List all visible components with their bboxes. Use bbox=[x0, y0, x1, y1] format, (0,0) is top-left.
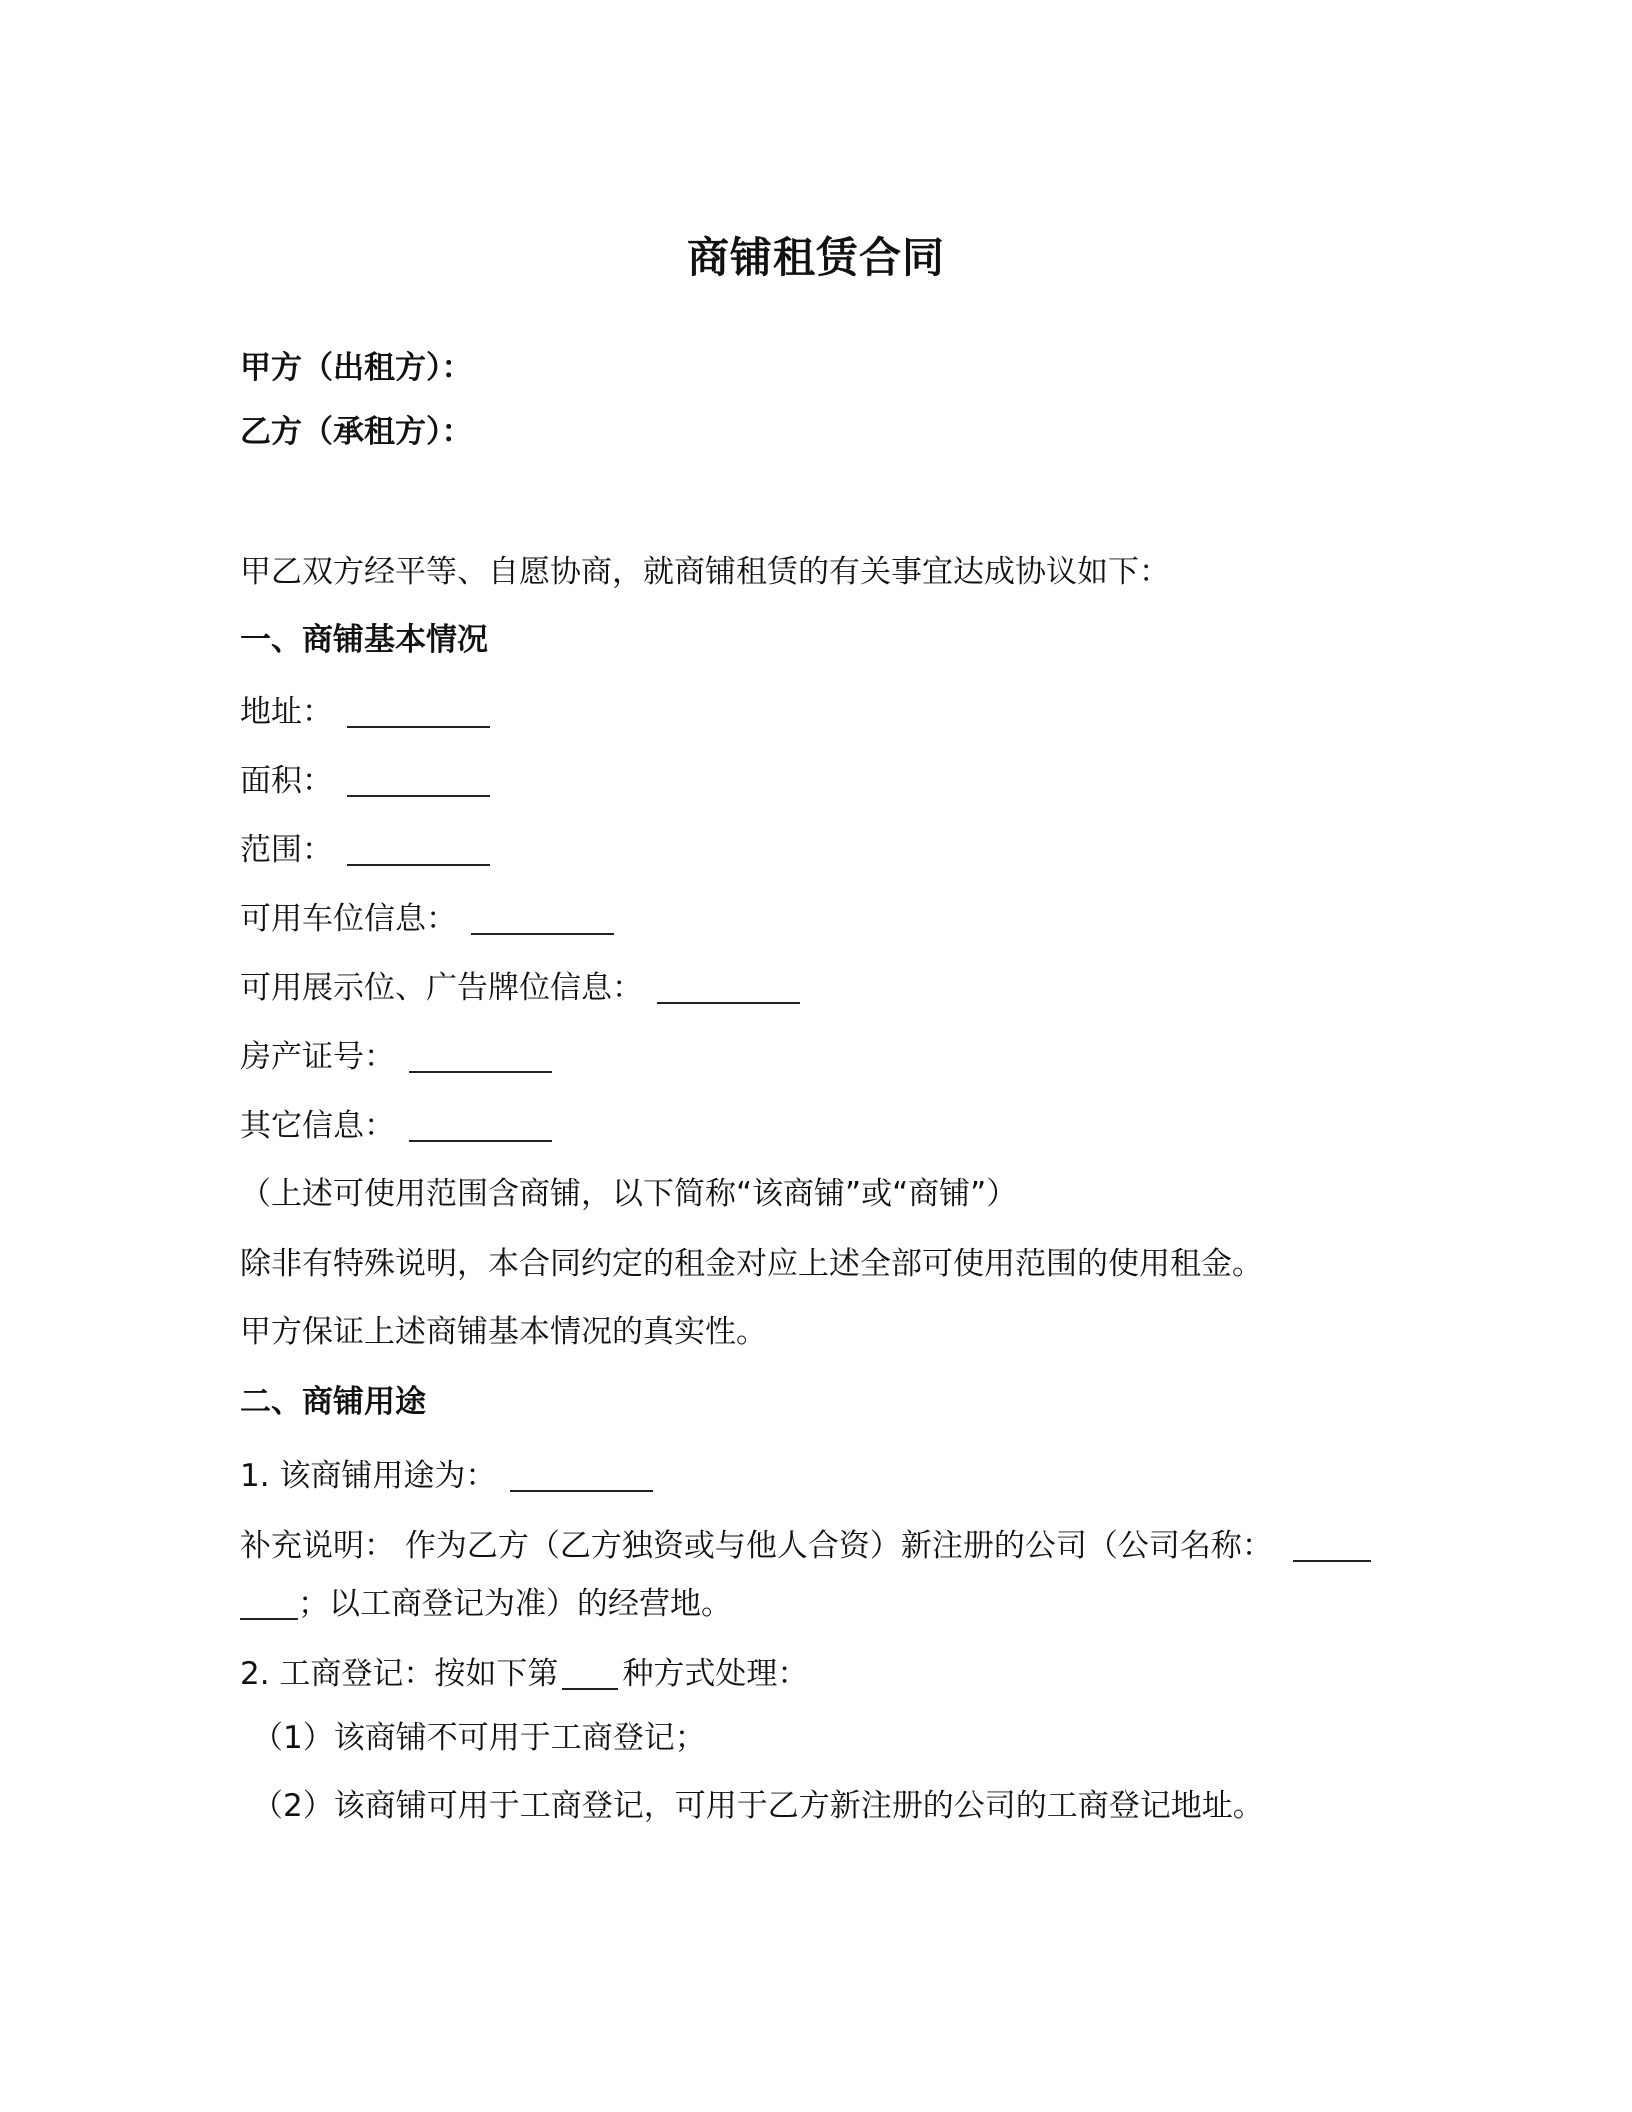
field-display-label: 可用展示位、广告牌位信息： bbox=[240, 970, 643, 1006]
scope-note: （上述可使用范围含商铺，以下简称“该商铺”或“商铺”） bbox=[240, 1176, 1018, 1212]
usage-item bbox=[240, 1454, 653, 1498]
field-property-cert-label: 房产证号： bbox=[240, 1039, 395, 1075]
party-a-label: 甲方（出租方）： bbox=[240, 350, 473, 386]
section1-heading: 一、商铺基本情况 bbox=[240, 622, 488, 658]
registration-item bbox=[240, 1652, 808, 1696]
section2-heading: 二、商铺用途 bbox=[240, 1384, 426, 1420]
property-cert-blank[interactable] bbox=[409, 1037, 552, 1073]
registration-text-after: 种方式处理： bbox=[622, 1656, 809, 1692]
field-property-cert bbox=[240, 1035, 552, 1079]
usage-blank[interactable] bbox=[510, 1456, 653, 1492]
option-1: （1）该商铺不可用于工商登记； bbox=[252, 1720, 706, 1756]
supplement-line-1 bbox=[240, 1524, 1371, 1568]
display-blank[interactable] bbox=[657, 968, 800, 1004]
field-other-label: 其它信息： bbox=[240, 1108, 395, 1144]
field-parking-label: 可用车位信息： bbox=[240, 901, 457, 937]
company-name-blank[interactable] bbox=[1293, 1526, 1371, 1562]
field-scope-label: 范围： bbox=[240, 832, 333, 868]
address-blank[interactable] bbox=[347, 692, 490, 728]
usage-label: 1. 该商铺用途为： bbox=[240, 1458, 497, 1494]
company-name-blank-cont[interactable] bbox=[240, 1584, 298, 1620]
guarantee-note: 甲方保证上述商铺基本情况的真实性。 bbox=[240, 1314, 767, 1350]
field-address bbox=[240, 690, 490, 734]
registration-text-before: 2. 工商登记：按如下第 bbox=[240, 1656, 559, 1692]
supplement-line-2 bbox=[240, 1582, 732, 1626]
field-display bbox=[240, 966, 800, 1010]
field-parking bbox=[240, 897, 614, 941]
field-scope bbox=[240, 828, 490, 872]
other-blank[interactable] bbox=[409, 1106, 552, 1142]
scope-blank[interactable] bbox=[347, 830, 490, 866]
party-b-label: 乙方（承租方）： bbox=[240, 414, 473, 450]
supplement-text-2: ；以工商登记为准）的经营地。 bbox=[298, 1586, 732, 1622]
option-2: （2）该商铺可用于工商登记，可用于乙方新注册的公司的工商登记地址。 bbox=[252, 1788, 1264, 1824]
rent-note: 除非有特殊说明，本合同约定的租金对应上述全部可使用范围的使用租金。 bbox=[240, 1246, 1263, 1282]
field-other bbox=[240, 1104, 552, 1148]
option-number-blank[interactable] bbox=[562, 1654, 618, 1690]
field-area-label: 面积： bbox=[240, 763, 333, 799]
intro-paragraph: 甲乙双方经平等、自愿协商，就商铺租赁的有关事宜达成协议如下： bbox=[240, 554, 1170, 590]
supplement-text-1: 补充说明： 作为乙方（乙方独资或与他人合资）新注册的公司（公司名称： bbox=[240, 1528, 1273, 1564]
page-title: 商铺租赁合同 bbox=[686, 233, 945, 282]
field-area bbox=[240, 759, 490, 803]
field-address-label: 地址： bbox=[240, 694, 333, 730]
parking-blank[interactable] bbox=[471, 899, 614, 935]
area-blank[interactable] bbox=[347, 761, 490, 797]
